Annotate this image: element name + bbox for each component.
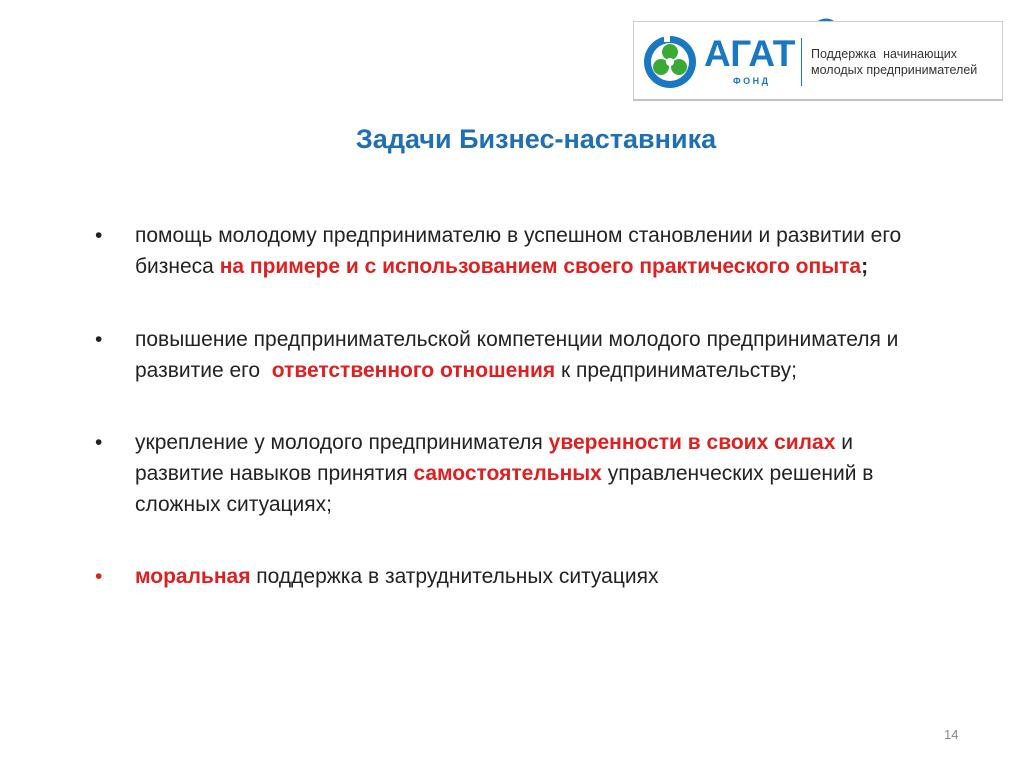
bullet-highlight: уверенности в своих силах [548,431,836,454]
bullet-item [95,427,925,520]
bullet-highlight: моральная [135,565,251,588]
bullet-marker: • [95,328,103,351]
bullet-marker: • [95,565,103,588]
bullet-item [95,561,925,592]
bullet-item [95,324,925,386]
bullet-list [95,220,925,592]
slide-title: Задачи Бизнес-наставника [355,124,717,154]
logo-tagline [811,46,977,78]
page-number: 14 [944,727,959,742]
bullet-text: повышение предпринимательской компетенции молодого предпринимателя и развитие его [135,328,905,382]
clover-logo-icon [644,34,696,90]
bullet-highlight: на примере и с использованием своего практического опыта [219,255,862,278]
bullet-text: помощь молодому предпринимателю в успешном становлении и развитии его бизнеса [135,224,902,278]
bullet-text: ; [861,255,869,278]
logo-banner [633,21,1003,101]
logo-subtitle: ФОНД [733,76,771,86]
bullet-item [95,220,925,282]
bullet-text: управленческих решений в сложных ситуациях; [135,462,874,516]
logo-tagline-line2: молодых предпринимателей [811,63,978,77]
bullet-highlight: ответственного отношения [271,359,556,382]
logo-name: АГАТ [704,33,795,74]
bullet-text: и развитие навыков принятия [135,431,853,485]
bullet-text: поддержка в затруднительных ситуациях [250,565,659,588]
logo-tagline-line1: Поддержка начинающих [811,47,957,61]
bullet-marker: • [95,224,103,247]
bullet-text: к предпринимательству; [555,359,797,382]
bullet-highlight: самостоятельных [413,462,602,485]
bullet-marker: • [95,431,103,454]
logo-divider [801,38,802,86]
bullet-text: укрепление у молодого предпринимателя [135,431,549,454]
